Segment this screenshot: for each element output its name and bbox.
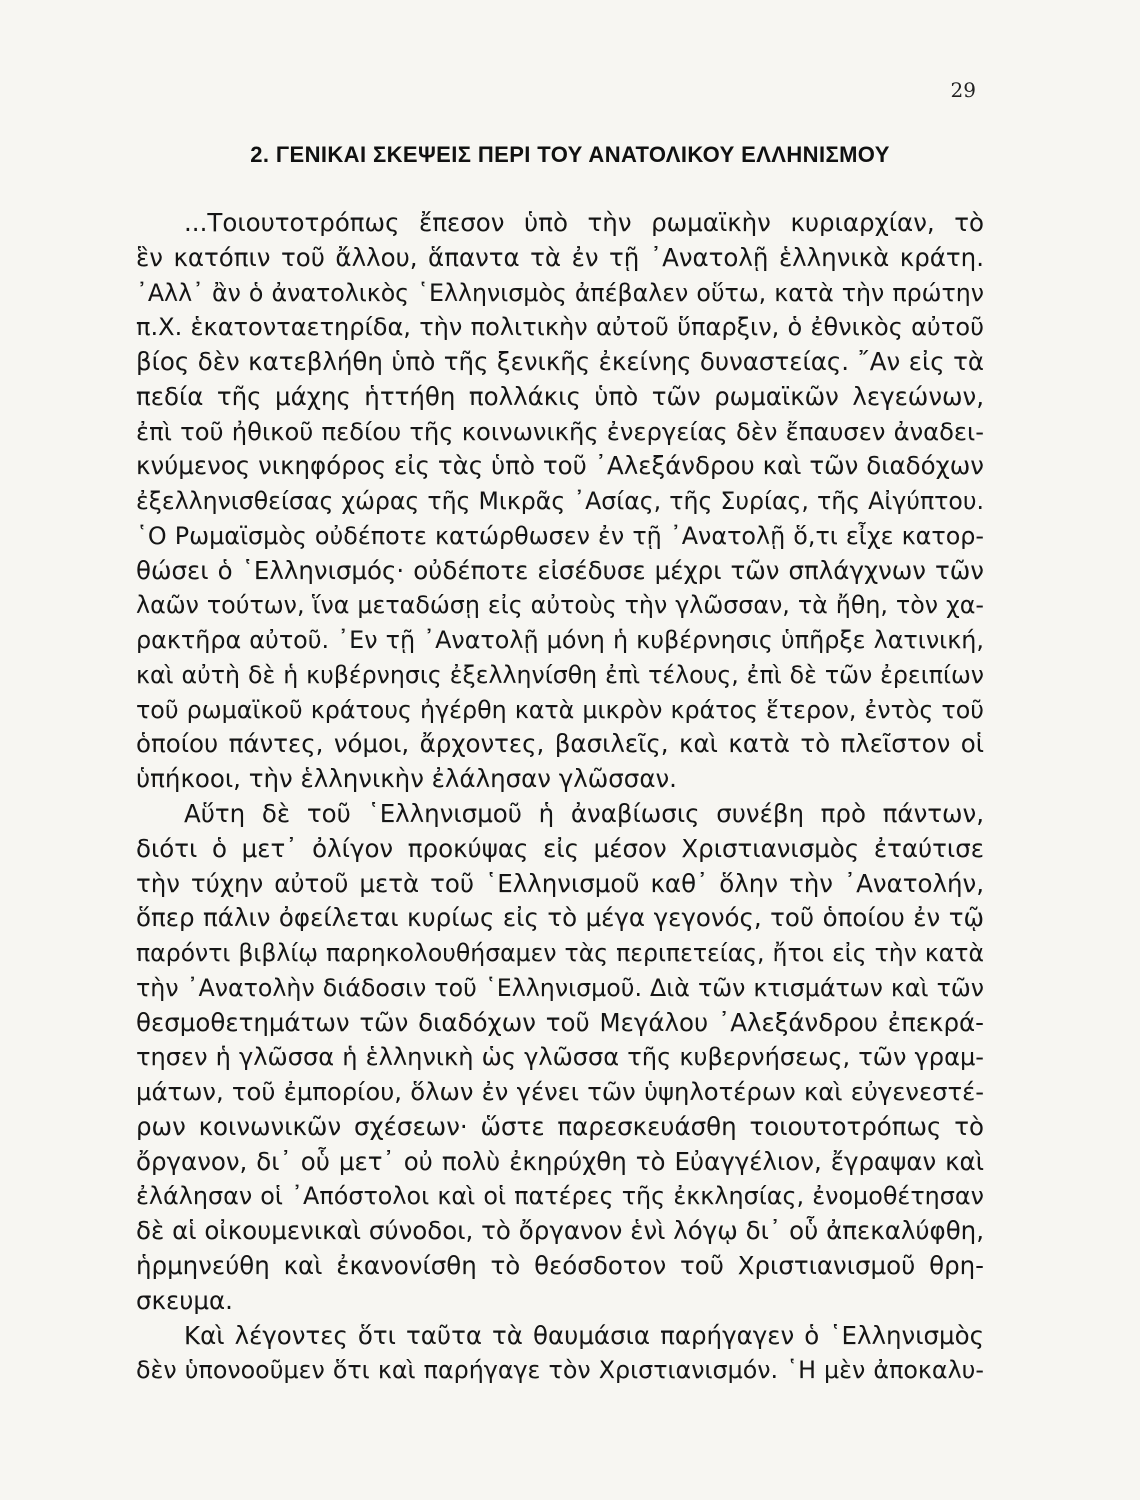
text-line: ᾿Αλλ᾿ ἂν ὁ ἀνατολικὸς ῾Ελληνισμὸς ἀπέβαλεν οὕτω, κατὰ τὴν πρώτην — [136, 278, 984, 307]
text-line: λαῶν τούτων, ἵνα μεταδώσῃ εἰς αὐτοὺς τὴν γλῶσσαν, τὰ ἤθη, τὸν χα- — [136, 591, 984, 620]
text-line: σκευμα. — [136, 1285, 233, 1315]
text-line: ὁποίου πάντες, νόμοι, ἄρχοντες, βασιλεῖς, καὶ κατὰ τὸ πλεῖστον οἱ — [136, 729, 984, 759]
text-line: διότι ὁ μετ᾿ ὀλίγον προκύψας εἰς μέσον Χριστιανισμὸς ἐταύτισε — [136, 833, 984, 863]
page-number: 29 — [950, 78, 976, 102]
text-line: πεδία τῆς μάχης ἡττήθη πολλάκις ὑπὸ τῶν ρωμαϊκῶν λεγεώνων, — [136, 381, 984, 411]
text-line: τὴν τύχην αὐτοῦ μετὰ τοῦ ῾Ελληνισμοῦ καθ᾿ ὅλην τὴν ᾿Ανατολήν, — [136, 868, 984, 898]
text-line: ὅπερ πάλιν ὀφείλεται κυρίως εἰς τὸ μέγα γεγονός, τοῦ ὁποίου ἐν τῷ — [136, 903, 984, 933]
text-line: τησεν ἡ γλῶσσα ἡ ἑλληνικὴ ὡς γλῶσσα τῆς κυβερνήσεως, τῶν γραμ- — [136, 1043, 984, 1072]
text-line: κνύμενος νικηφόρος εἰς τὰς ὑπὸ τοῦ ᾿Αλεξάνδρου καὶ τῶν διαδόχων — [136, 451, 984, 481]
text-line: ἐξελληνισθείσας χώρας τῆς Μικρᾶς ᾿Ασίας, τῆς Συρίας, τῆς Αἰγύπτου. — [136, 487, 984, 516]
text-line: βίος δὲν κατεβλήθη ὑπὸ τῆς ξενικῆς ἐκείνης δυναστείας. ῎Αν εἰς τὰ — [136, 347, 984, 377]
text-line: Αὕτη δὲ τοῦ ῾Ελληνισμοῦ ἡ ἀναβίωσις συνέβη πρὸ πάντων, — [184, 799, 984, 829]
text-line: δὲν ὑπονοοῦμεν ὅτι καὶ παρήγαγε τὸν Χριστιανισμόν. ῾Η μὲν ἀποκαλυ- — [136, 1356, 984, 1385]
text-line: καὶ αὐτὴ δὲ ἡ κυβέρνησις ἐξελληνίσθη ἐπὶ τέλους, ἐπὶ δὲ τῶν ἐρειπίων — [136, 660, 984, 689]
text-line: ἡρμηνεύθη καὶ ἐκανονίσθη τὸ θεόσδοτον τοῦ Χριστιανισμοῦ θρη- — [136, 1250, 984, 1280]
text-line: π.Χ. ἑκατονταετηρίδα, τὴν πολιτικὴν αὐτοῦ ὕπαρξιν, ὁ ἐθνικὸς αὐτοῦ — [136, 313, 984, 342]
text-line: δὲ αἱ οἰκουμενικαὶ σύνοδοι, τὸ ὄργανον ἑνὶ λόγῳ δι᾿ οὗ ἀπεκαλύφθη, — [136, 1216, 984, 1246]
text-line: τὴν ᾿Ανατολὴν διάδοσιν τοῦ ῾Ελληνισμοῦ. Διὰ τῶν κτισμάτων καὶ τῶν — [136, 973, 984, 1002]
text-line: ἐπὶ τοῦ ἠθικοῦ πεδίου τῆς κοινωνικῆς ἐνεργείας δὲν ἔπαυσεν ἀναδει- — [136, 416, 984, 446]
text-line: ὑπήκοοι, τὴν ἑλληνικὴν ἐλάλησαν γλῶσσαν. — [136, 764, 677, 794]
text-line: παρόντι βιβλίῳ παρηκολουθήσαμεν τὰς περιπετείας, ἤτοι εἰς τὴν κατὰ — [136, 939, 984, 968]
text-line: θώσει ὁ ῾Ελληνισμός· οὐδέποτε εἰσέδυσε μέχρι τῶν σπλάγχνων τῶν — [136, 555, 984, 585]
text-line: ὄργανον, δι᾿ οὗ μετ᾿ οὐ πολὺ ἐκηρύχθη τὸ Εὐαγγέλιον, ἔγραψαν καὶ — [136, 1146, 984, 1176]
body-text — [136, 206, 984, 1388]
text-line: Καὶ λέγοντες ὅτι ταῦτα τὰ θαυμάσια παρήγαγεν ὁ ῾Ελληνισμὸς — [184, 1320, 984, 1350]
text-line: ἓν κατόπιν τοῦ ἄλλου, ἅπαντα τὰ ἐν τῇ ᾿Ανατολῇ ἑλληνικὰ κράτη. — [136, 242, 984, 272]
text-line: ...Τοιουτοτρόπως ἔπεσον ὑπὸ τὴν ρωμαϊκὴν κυριαρχίαν, τὸ — [184, 208, 984, 237]
text-line: ρακτῆρα αὐτοῦ. ᾿Εν τῇ ᾿Ανατολῇ μόνη ἡ κυβέρνησις ὑπῆρξε λατινική, — [136, 626, 984, 655]
text-line: ῾Ο Ρωμαϊσμὸς οὐδέποτε κατώρθωσεν ἐν τῇ ᾿Ανατολῇ ὅ,τι εἶχε κατορ- — [136, 521, 984, 550]
section-heading: 2. ΓΕΝΙΚΑΙ ΣΚΕΨΕΙΣ ΠΕΡΙ ΤΟΥ ΑΝΑΤΟΛΙΚΟΥ ΕΛΛΗΝΙΣΜΟΥ — [250, 142, 890, 167]
text-line: ρων κοινωνικῶν σχέσεων· ὥστε παρεσκευάσθη τοιουτοτρόπως τὸ — [136, 1111, 984, 1141]
text-line: θεσμοθετημάτων τῶν διαδόχων τοῦ Μεγάλου ᾿Αλεξάνδρου ἐπεκρά- — [136, 1007, 984, 1037]
text-line: μάτων, τοῦ ἐμπορίου, ὅλων ἐν γένει τῶν ὑψηλοτέρων καὶ εὐγενεστέ- — [136, 1077, 984, 1107]
text-line: ἐλάλησαν οἱ ᾿Απόστολοι καὶ οἱ πατέρες τῆς ἐκκλησίας, ἐνομοθέτησαν — [136, 1182, 984, 1211]
text-line: τοῦ ρωμαϊκοῦ κράτους ἠγέρθη κατὰ μικρὸν κράτος ἕτερον, ἐντὸς τοῦ — [136, 695, 984, 724]
